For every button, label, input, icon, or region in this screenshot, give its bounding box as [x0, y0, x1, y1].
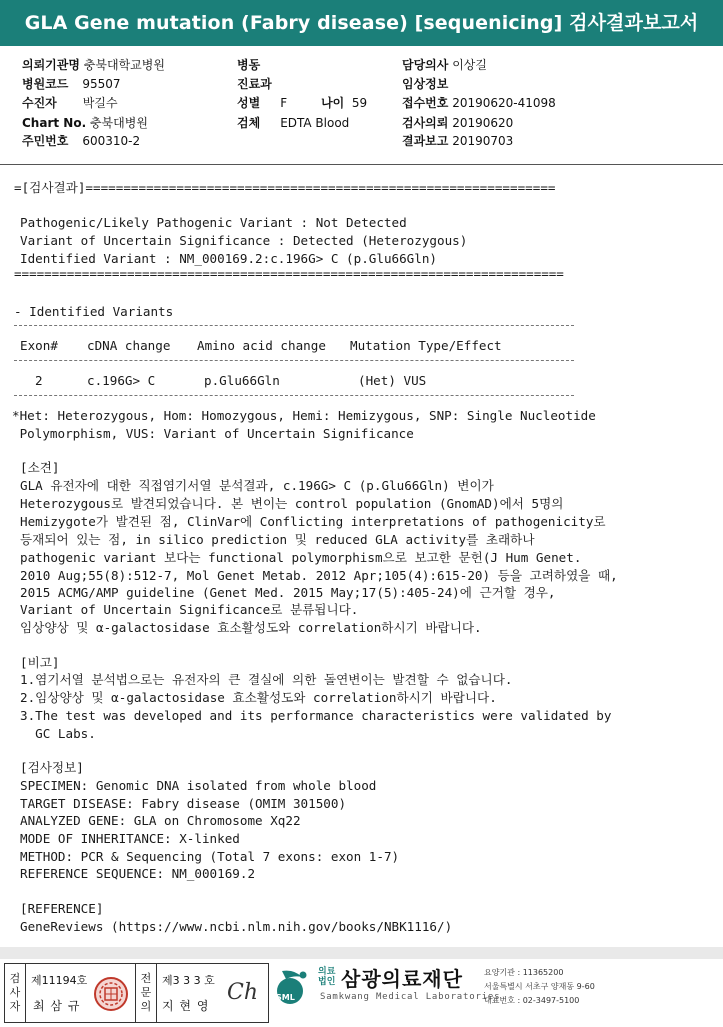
dept-row: [237, 77, 272, 91]
examiner-char: 사: [9, 986, 21, 999]
opinion-line: 임상양상 및 α-galactosidase 효소활성도와 correlation하시기 바랍니다.: [20, 620, 482, 635]
chart-value: 충북대병원: [89, 116, 148, 130]
footnote-line-1: *Het: Heterozygous, Hom: Homozygous, Hemi: Hemizygous, SNP: Single Nucleotide: [12, 408, 596, 423]
opinion-line: 2015 ACMG/AMP guideline (Genet Med. 2015 May;17(5):405-24)에 근거할 경우,: [20, 585, 556, 600]
signature-box: [4, 963, 269, 1023]
table-mid-rule: [14, 360, 574, 361]
note-line: 1.염기서열 분석법으로는 유전자의 큰 결실에 의한 돌연변이는 발견할 수 없습니다.: [20, 672, 513, 687]
info-line: ANALYZED GENE: GLA on Chromosome Xq22: [20, 813, 301, 828]
sex-label: 성별: [237, 96, 261, 110]
footer-band: [0, 947, 723, 959]
signature-mark: Ch: [227, 980, 259, 1005]
table-row-mutation: (Het) VUS: [358, 373, 427, 388]
sex-row: [237, 96, 367, 110]
info-title: [검사정보]: [20, 760, 84, 775]
collector-label: 수진자: [22, 96, 57, 110]
hospital-value: 충북대학교병원: [83, 58, 165, 72]
reference-link[interactable]: GeneReviews (https://www.ncbi.nlm.nih.gov/books/NBK1116/): [20, 919, 453, 934]
ward-label: 병동: [237, 58, 261, 72]
clinical-label: 임상정보: [402, 77, 449, 91]
examiner-vertical-label: [5, 964, 26, 1022]
id-row: [22, 134, 140, 148]
opinion-line: Heterozygous로 발견되었습니다. 본 변이는 control population (GnomAD)에서 5명의: [20, 496, 564, 511]
receipt-label: 접수번호: [402, 96, 449, 110]
report-label: 결과보고: [402, 134, 449, 148]
opinion-line: GLA 유전자에 대한 직접염기서열 분석결과, c.196G> C (p.Glu66Gln) 변이가: [20, 478, 494, 493]
note-line: 2.임상양상 및 α-galactosidase 효소활성도와 correlation하시기 바랍니다.: [20, 690, 497, 705]
request-row: [402, 116, 513, 130]
table-top-rule: [14, 325, 574, 326]
org-reg-no: 요양기관 : 11365200: [484, 968, 564, 977]
red-seal-icon: [93, 976, 129, 1012]
examiner-char: 검: [9, 972, 21, 985]
table-header-cdna: cDNA change: [87, 338, 171, 353]
clinical-row: [402, 77, 448, 91]
info-line: METHOD: PCR & Sequencing (Total 7 exons: exon 1-7): [20, 849, 400, 864]
request-label: 검사의뢰: [402, 116, 449, 130]
org-name: 삼광의료재단: [341, 967, 463, 991]
table-row-amino: p.Glu66Gln: [204, 373, 280, 388]
hospital-label: 의뢰기관명: [22, 58, 80, 72]
age-value: 59: [351, 96, 368, 110]
receipt-value: 20190620-41098: [452, 96, 556, 110]
code-row: [22, 77, 121, 91]
specialist-char: 의: [140, 1000, 152, 1013]
specimen-label: 검체: [237, 116, 261, 130]
note-line: 3.The test was developed and its performance characteristics were validated by: [20, 708, 612, 723]
footer: [0, 959, 723, 1027]
specialist-license: 제3 3 3 호: [162, 974, 215, 987]
report-row: [402, 134, 513, 148]
reference-title: [REFERENCE]: [20, 901, 104, 916]
table-row-cdna: c.196G> C: [87, 373, 156, 388]
opinion-line: Hemizygote가 발견된 점, ClinVar에 Conflicting interpretations of pathogenicity로: [20, 514, 606, 529]
patient-header: [0, 46, 723, 165]
examiner-char: 자: [9, 1000, 21, 1013]
result-header-rule: =[검사결과]==============================================================: [14, 180, 556, 195]
report-value: 20190703: [452, 134, 514, 148]
table-bottom-rule: [14, 395, 574, 396]
chart-row: [22, 116, 148, 130]
receipt-row: [402, 96, 556, 110]
opinion-line: pathogenic variant 보다는 functional polymorphism으로 보고한 문헌(J Hum Genet.: [20, 550, 582, 565]
sml-label: SML: [276, 993, 295, 1002]
request-value: 20190620: [452, 116, 514, 130]
info-line: MODE OF INHERITANCE: X-linked: [20, 831, 240, 846]
org-prefix-1: 의료: [318, 967, 336, 977]
doctor-value: 이상길: [452, 58, 487, 72]
note-title: [비고]: [20, 655, 60, 670]
specimen-value: EDTA Blood: [280, 116, 350, 130]
examiner-name: 최 삼 규: [33, 999, 81, 1013]
id-label: 주민번호: [22, 134, 69, 148]
org-address: 서울특별시 서초구 양재동 9-60: [484, 982, 595, 991]
info-line: REFERENCE SEQUENCE: NM_000169.2: [20, 866, 256, 881]
double-rule: =========================================================================: [14, 266, 564, 281]
ward-row: [237, 58, 260, 72]
hospital-row: [22, 58, 165, 72]
info-line: TARGET DISEASE: Fabry disease (OMIM 301500): [20, 796, 347, 811]
report-title: GLA Gene mutation (Fabry disease) [sequenicing] 검사결과보고서: [0, 0, 723, 46]
info-line: SPECIMEN: Genomic DNA isolated from whole blood: [20, 778, 377, 793]
opinion-line: 2010 Aug;55(8):512-7, Mol Genet Metab. 2012 Apr;105(4):615-20) 등을 고려하였을 때,: [20, 568, 618, 583]
collector-value: 박길수: [82, 96, 118, 110]
org-english-name: Samkwang Medical Laboratories: [320, 992, 501, 1002]
table-header-exon: Exon#: [20, 338, 58, 353]
table-header-mutation: Mutation Type/Effect: [350, 338, 502, 353]
doctor-row: [402, 58, 487, 72]
collector-row: [22, 96, 118, 110]
variants-title: - Identified Variants: [14, 304, 174, 319]
id-value: 600310-2: [82, 134, 141, 148]
doctor-label: 담당의사: [402, 58, 449, 72]
opinion-line: 등재되어 있는 점, in silico prediction 및 reduced GLA activity를 초래하나: [20, 532, 535, 547]
chart-label: Chart No.: [22, 116, 87, 130]
summary-vus: Variant of Uncertain Significance : Detected (Heterozygous): [20, 233, 468, 248]
specimen-row: [237, 116, 349, 130]
summary-pathogenic: Pathogenic/Likely Pathogenic Variant : Not Detected: [20, 215, 407, 230]
specialist-vertical-label: [135, 964, 157, 1022]
specialist-char: 전: [140, 972, 152, 985]
specialist-char: 문: [140, 986, 152, 999]
org-prefix: [318, 967, 335, 987]
age-label: 나이: [321, 96, 345, 110]
sex-value: F: [280, 96, 288, 110]
org-prefix-2: 법인: [318, 977, 336, 987]
code-value: 95507: [82, 77, 121, 91]
examiner-license: 제11194호: [31, 974, 88, 987]
summary-identified: Identified Variant : NM_000169.2:c.196G> C (p.Glu66Gln): [20, 251, 438, 266]
report-body: [0, 165, 723, 947]
org-phone: 대표번호 : 02-3497-5100: [484, 996, 580, 1005]
table-header-amino: Amino acid change: [197, 338, 326, 353]
code-label: 병원코드: [22, 77, 69, 91]
table-row-exon: 2: [35, 373, 43, 388]
dept-label: 진료과: [237, 77, 272, 91]
opinion-title: [소견]: [20, 460, 60, 475]
opinion-line: Variant of Uncertain Significance로 분류됩니다.: [20, 602, 359, 617]
note-line: GC Labs.: [20, 726, 96, 741]
footnote-line-2: Polymorphism, VUS: Variant of Uncertain Significance: [12, 426, 414, 441]
specialist-name: 지 현 영: [162, 999, 210, 1013]
